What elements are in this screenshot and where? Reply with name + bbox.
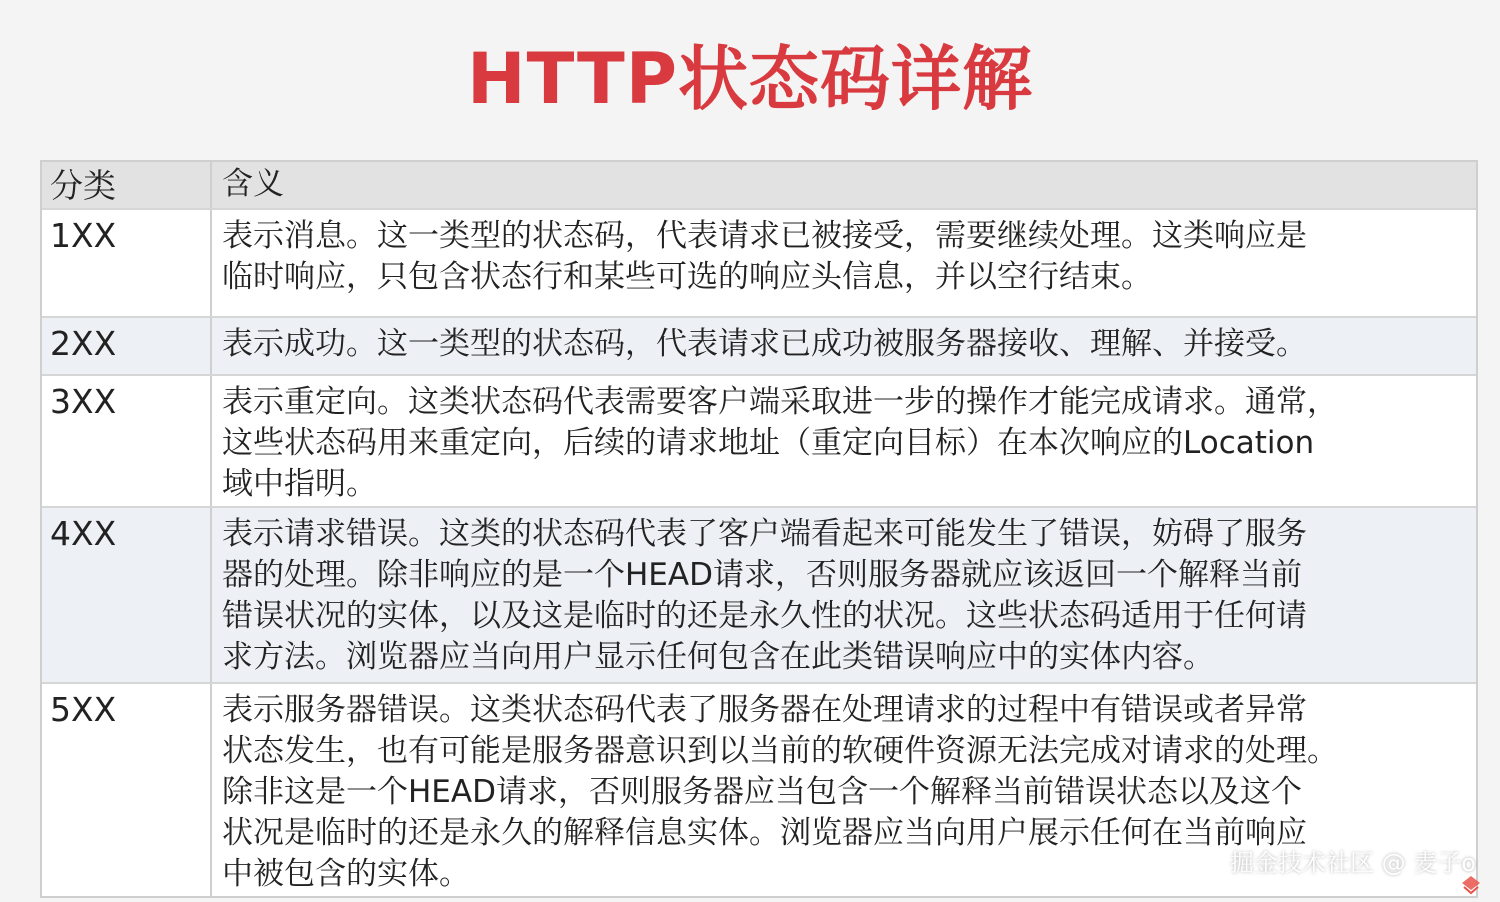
table-header-row bbox=[42, 162, 1476, 208]
row-category: 1XX bbox=[42, 210, 212, 316]
row-category: 3XX bbox=[42, 376, 212, 506]
page-title: HTTP状态码详解 bbox=[467, 38, 1033, 120]
row-meaning: 表示成功。这一类型的状态码，代表请求已成功被服务器接收、理解、并接受。 bbox=[222, 326, 1307, 362]
header-meaning: 含义 bbox=[222, 166, 284, 202]
juejin-logo-icon bbox=[1460, 874, 1482, 896]
table-row bbox=[42, 316, 1476, 374]
row-meaning: 表示消息。这一类型的状态码，代表请求已被接受，需要继续处理。这类响应是 临时响应，只包含状态行和某些可选的响应头信息，并以空行结束。 bbox=[222, 218, 1307, 295]
status-code-table bbox=[40, 160, 1478, 898]
table-row bbox=[42, 208, 1476, 316]
header-category: 分类 bbox=[42, 162, 212, 208]
row-category: 5XX bbox=[42, 684, 212, 896]
table-row bbox=[42, 374, 1476, 506]
row-meaning: 表示重定向。这类状态码代表需要客户端采取进一步的操作才能完成请求。通常， 这些状态码用来重定向，后续的请求地址（重定向目标）在本次响应的Location 域中指明。 bbox=[222, 384, 1338, 502]
row-meaning: 表示请求错误。这类的状态码代表了客户端看起来可能发生了错误，妨碍了服务 器的处理。除非响应的是一个HEAD请求，否则服务器就应该返回一个解释当前 错误状况的实体，以及这是临时的还是永久性的状况。这些状态码适用于任何请 求方法。浏览器应当向用户显示任何包含在此类错误响应中的实体内容。 bbox=[222, 516, 1307, 675]
row-category: 4XX bbox=[42, 508, 212, 682]
table-row bbox=[42, 506, 1476, 682]
watermark: 掘金技术社区 @ 麦子o bbox=[1230, 849, 1476, 877]
row-category: 2XX bbox=[42, 318, 212, 374]
row-meaning: 表示服务器错误。这类状态码代表了服务器在处理请求的过程中有错误或者异常 状态发生，也有可能是服务器意识到以当前的软硬件资源无法完成对请求的处理。 除非这是一个HEAD请求，否则服务器应当包含一个解释当前错误状态以及这个 状况是临时的还是永久的解释信息实体。浏览器应当向用户展示任何在当前响应 中被包含的实体。 bbox=[222, 692, 1338, 892]
